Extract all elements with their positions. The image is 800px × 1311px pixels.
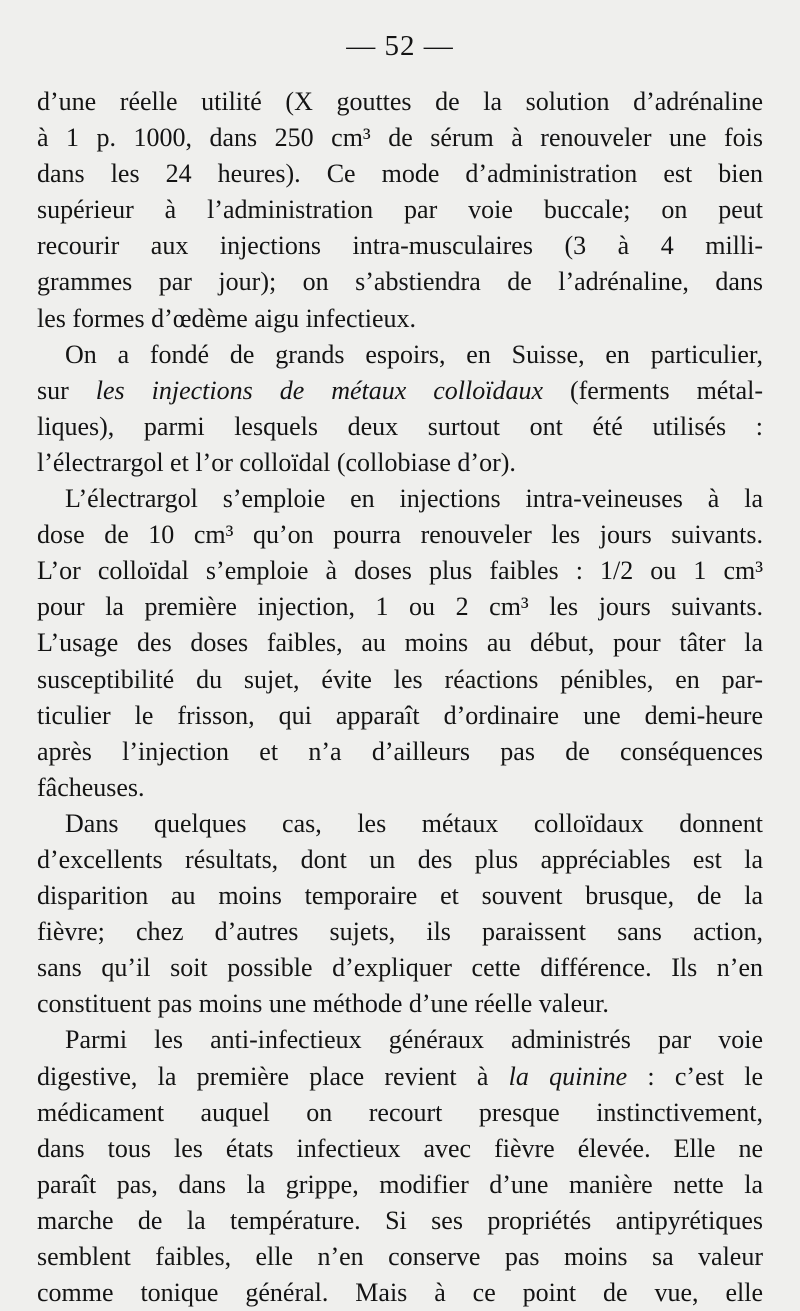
text-line: à 1 p. 1000, dans 250 cm³ de sérum à renouveler une fois: [37, 123, 763, 153]
text-segment: digestive, la première place revient à: [37, 1061, 509, 1091]
text-line: fâcheuses.: [37, 772, 145, 802]
text-segment: (ferments métal-: [543, 375, 763, 405]
text-line: semblent faibles, elle n’en conserve pas moins sa valeur: [37, 1242, 763, 1271]
text-line: les formes d’œdème aigu infectieux.: [37, 303, 417, 333]
text-segment: sur: [37, 375, 96, 405]
text-line: Dans quelques cas, les métaux colloïdaux donnent: [65, 808, 763, 838]
text-line: l’électrargol et l’or colloïdal (collobiase d’or).: [37, 447, 516, 477]
text-line: L’électrargol s’emploie en injections intra-veineuses à la: [65, 484, 763, 514]
text-line: après l’injection et n’a d’ailleurs pas de conséquences: [37, 736, 763, 766]
text-line: disparition au moins temporaire et souvent brusque, de la: [37, 881, 763, 911]
text-line: d’excellents résultats, dont un des plus appréciables est la: [37, 844, 763, 874]
text-line: recourir aux injections intra-musculaires (3 à 4 milli-: [37, 231, 763, 261]
text-segment: : c’est le: [627, 1061, 763, 1091]
text-line: comme tonique général. Mais à ce point de vue, elle: [37, 1278, 763, 1308]
text-line: liques), parmi lesquels deux surtout ont été utilisés :: [37, 411, 763, 441]
body-text: [37, 84, 763, 1311]
italic-phrase: la quinine: [508, 1061, 628, 1091]
text-line: grammes par jour); on s’abstiendra de l’adrénaline, dans: [37, 267, 763, 297]
text-line: fièvre; chez d’autres sujets, ils paraissent sans action,: [37, 917, 763, 947]
italic-phrase: les injections de métaux colloïdaux: [95, 375, 544, 405]
text-line: marche de la température. Si ses propriétés antipyrétiques: [37, 1205, 763, 1235]
text-line: pour la première injection, 1 ou 2 cm³ les jours suivants.: [37, 592, 763, 622]
text-line: constituent pas moins une méthode d’une réelle valeur.: [37, 989, 609, 1019]
text-line: susceptibilité du sujet, évite les réactions pénibles, en par-: [37, 664, 763, 694]
text-line: Parmi les anti-infectieux généraux administrés par voie: [65, 1025, 763, 1055]
text-line: d’une réelle utilité (X gouttes de la solution d’adrénaline: [37, 87, 763, 116]
text-line: sans qu’il soit possible d’expliquer cette différence. Ils n’en: [37, 953, 763, 983]
text-line: L’or colloïdal s’emploie à doses plus faibles : 1/2 ou 1 cm³: [37, 556, 763, 586]
text-line: dans tous les états infectieux avec fièvre élevée. Elle ne: [37, 1133, 763, 1163]
page-number: — 52 —: [346, 30, 454, 62]
text-line: L’usage des doses faibles, au moins au début, pour tâter la: [37, 628, 763, 658]
text-line: dans les 24 heures). Ce mode d’administration est bien: [37, 159, 763, 189]
text-line: [37, 1059, 763, 1095]
text-line: supérieur à l’administration par voie buccale; on peut: [37, 195, 763, 225]
text-line: paraît pas, dans la grippe, modifier d’une manière nette la: [37, 1169, 763, 1199]
text-line: médicament auquel on recourt presque instinctivement,: [37, 1097, 763, 1127]
text-line: ticulier le frisson, qui apparaît d’ordinaire une demi-heure: [37, 700, 763, 730]
text-line: dose de 10 cm³ qu’on pourra renouveler les jours suivants.: [37, 520, 763, 550]
text-line: On a fondé de grands espoirs, en Suisse, en particulier,: [65, 339, 763, 369]
text-line: [37, 373, 763, 409]
